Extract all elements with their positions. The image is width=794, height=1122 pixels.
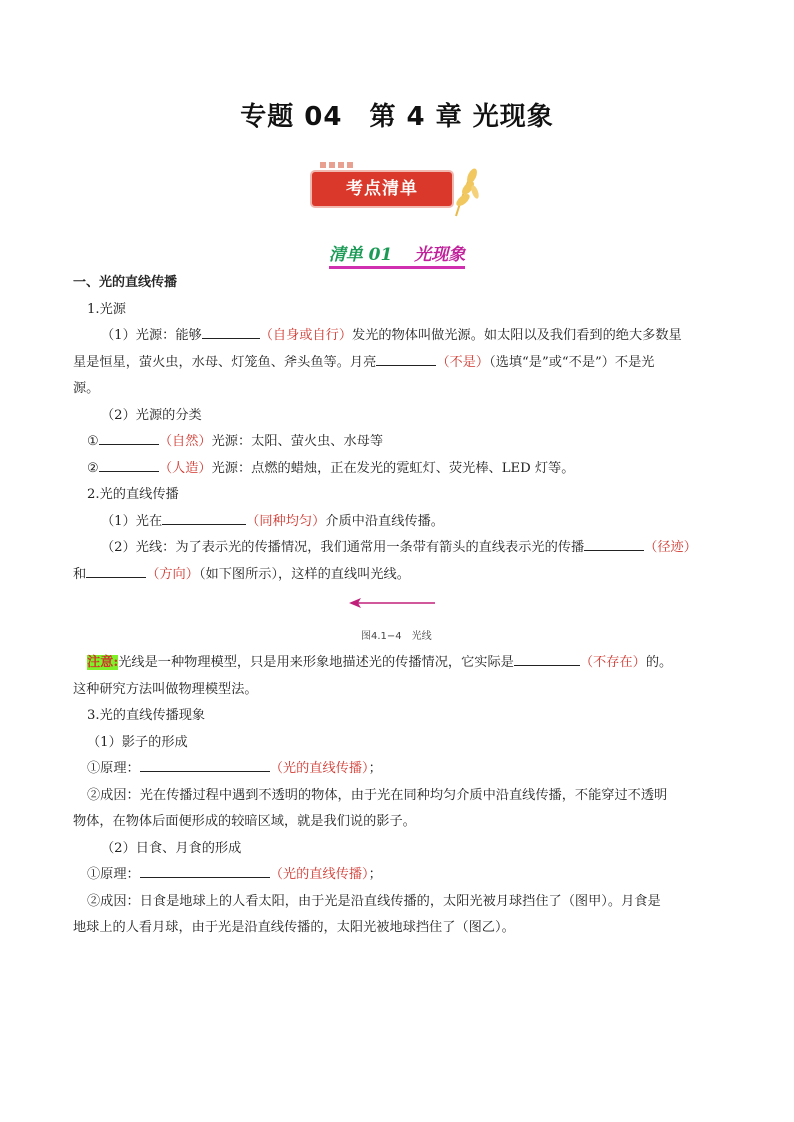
- list-heading-underline: [329, 245, 466, 269]
- text: ①原理：: [87, 761, 140, 776]
- list-heading-name: 光现象: [414, 245, 466, 265]
- wheat-leaf-icon: [450, 166, 480, 218]
- fill-blank: [376, 351, 436, 366]
- paragraph: [73, 862, 733, 889]
- answer-text: （自身或自行）: [259, 328, 353, 343]
- content-body: [73, 270, 733, 942]
- paragraph: [73, 535, 733, 562]
- fill-blank: [584, 536, 644, 551]
- text: 光线是一种物理模型，只是用来形象地描述光的传播情况，它实际是: [118, 655, 514, 670]
- paragraph: 物体，在物体后面便形成的较暗区域，就是我们说的影子。: [73, 814, 416, 829]
- text: ；: [368, 761, 382, 776]
- answer-text: （方向）: [146, 566, 199, 582]
- paragraph: ②成因：日食是地球上的人看太阳，由于光是沿直线传播的，太阳光被月球挡住了（图甲）。月食是: [87, 893, 661, 909]
- list-heading-number: 清单 01: [328, 245, 393, 265]
- text: 发光的物体叫做光源。如太阳以及我们看到的绝大多数星: [352, 328, 682, 343]
- paragraph: ②成因：光在传播过程中遇到不透明的物体，由于光在同种均匀介质中沿直线传播，不能穿过不透明: [87, 787, 668, 803]
- list-heading: [0, 240, 794, 265]
- answer-text: （同种均匀）: [246, 513, 326, 529]
- answer-text: （自然）: [158, 434, 212, 449]
- note-label: 注意:: [87, 655, 119, 670]
- paragraph: [73, 350, 733, 377]
- fill-blank: [140, 757, 270, 772]
- paragraph: [73, 429, 733, 456]
- text: （选填“是”或“不是”）不是光: [489, 354, 655, 370]
- kaodian-banner: [308, 158, 488, 220]
- subheading-phenomena: 3.光的直线传播现象: [87, 708, 206, 723]
- paragraph: 这种研究方法叫做物理模型法。: [73, 681, 258, 697]
- subheading-straight-line: 2.光的直线传播: [87, 487, 179, 502]
- answer-text: （光的直线传播）: [269, 867, 369, 882]
- paragraph: 源。: [73, 381, 100, 396]
- banner-label: 考点清单: [312, 172, 452, 206]
- answer-text: （人造）: [158, 460, 212, 476]
- paragraph: [73, 562, 733, 589]
- text: ；: [368, 867, 382, 882]
- text: 介质中沿直线传播。: [325, 513, 444, 529]
- text: 星是恒星，萤火虫，水母、灯笼鱼、斧头鱼等。月亮: [73, 354, 377, 370]
- paragraph: [73, 323, 733, 350]
- answer-text: （不存在）: [579, 655, 646, 670]
- text: （1）光源：能够: [101, 328, 202, 343]
- page-title: 专题 04 第 4 章 光现象: [240, 102, 554, 132]
- banner-dots-icon: [320, 160, 360, 170]
- fill-blank: [202, 324, 260, 339]
- light-ray-figure: [73, 588, 733, 650]
- paragraph: （1）影子的形成: [87, 734, 188, 750]
- fill-blank: [99, 457, 159, 472]
- paragraph: [73, 509, 733, 536]
- answer-text: （径迹）: [644, 540, 697, 555]
- paragraph: 地球上的人看月球，由于光是沿直线传播的，太阳光被地球挡住了（图乙）。: [73, 920, 515, 935]
- text: （如下图所示），这样的直线叫光线。: [198, 566, 410, 582]
- text: 光源：点燃的蜡烛，正在发光的霓虹灯、荧光棒、LED 灯等。: [211, 460, 575, 476]
- text: ②: [87, 460, 99, 476]
- fill-blank: [162, 510, 246, 525]
- answer-text: （光的直线传播）: [269, 761, 369, 776]
- subheading-light-source: 1.光源: [87, 301, 126, 317]
- paragraph: （2）光源的分类: [101, 407, 202, 423]
- fill-blank: [140, 863, 270, 878]
- fill-blank: [86, 563, 146, 578]
- text: （1）光在: [101, 513, 163, 529]
- paragraph: [73, 756, 733, 783]
- light-ray-arrow-icon: [347, 596, 437, 610]
- note-paragraph: [73, 650, 733, 677]
- text: 光源：太阳、萤火虫、水母等: [211, 434, 384, 449]
- figure-caption: 图4.1−4 光线: [361, 631, 432, 642]
- text: 和: [73, 566, 87, 582]
- answer-text: （不是）: [436, 354, 490, 370]
- text: ①: [87, 434, 99, 449]
- text: ①原理：: [87, 867, 140, 882]
- fill-blank: [514, 651, 580, 666]
- fill-blank: [99, 430, 159, 445]
- paragraph: [73, 456, 733, 483]
- text: （2）光线：为了表示光的传播情况，我们通常用一条带有箭头的直线表示光的传播: [101, 540, 585, 555]
- text: 的。: [645, 655, 673, 670]
- section-heading: 一、光的直线传播: [73, 275, 178, 290]
- paragraph: （2）日食、月食的形成: [101, 840, 242, 856]
